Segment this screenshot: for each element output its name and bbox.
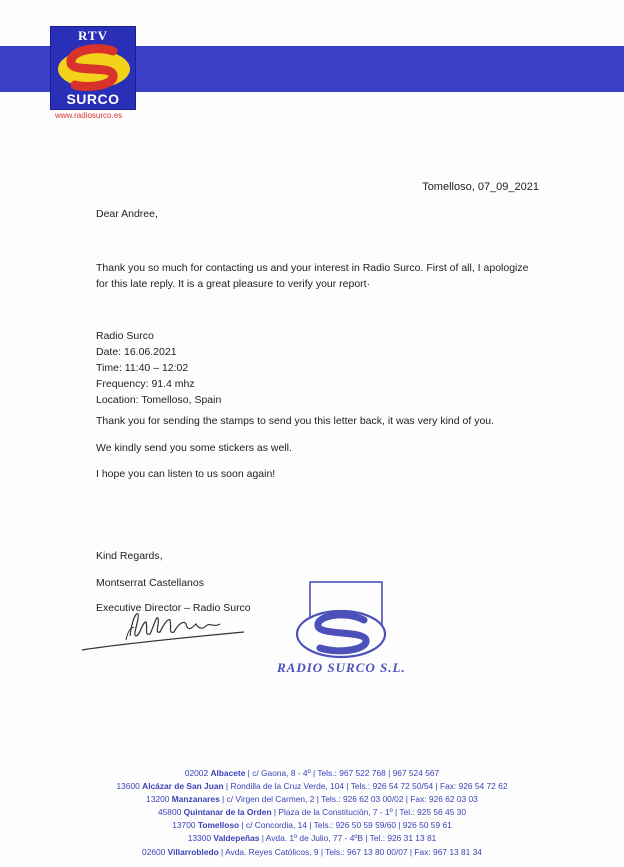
rtv-surco-logo <box>50 26 136 110</box>
office-postal: 13300 <box>187 833 211 844</box>
office-line <box>0 819 624 832</box>
report-station: Radio Surco <box>96 330 154 342</box>
office-city: Alcázar de San Juan <box>142 781 224 792</box>
office-postal: 02600 <box>142 846 166 857</box>
intro-paragraph <box>96 260 528 292</box>
stamp-label: RADIO SURCO S.L. <box>277 660 406 675</box>
office-details: | c/ Virgen del Carmen, 2 | Tels.: 926 62 03 00/02 | Fax: 926 62 03 03 <box>219 794 478 805</box>
hope-text: I hope you can listen to us soon again! <box>96 468 276 480</box>
office-line <box>0 846 624 859</box>
website-link[interactable]: www.radiosurco.es <box>55 111 123 120</box>
office-details: | c/ Gaona, 8 - 4º | Tels.: 967 522 768 | 967 524 567 <box>245 768 440 778</box>
office-details: | Rondilla de la Cruz Verde, 104 | Tels.: 926 54 72 50/54 | Fax: 926 54 72 62 <box>223 781 508 792</box>
office-city: Tomelloso <box>197 820 240 831</box>
stickers-text: We kindly send you some stickers as well. <box>96 442 292 454</box>
handwritten-signature <box>80 606 250 656</box>
office-city: Albacete <box>210 768 246 778</box>
office-details: | Avda. 1º de Julio, 77 - 4ºB | Tel.: 926 31 13 81 <box>259 833 437 844</box>
office-details: | c/ Concordia, 14 | Tels.: 926 50 59 59/60 | 926 50 59 61 <box>239 820 452 831</box>
office-postal: 13700 <box>172 820 196 831</box>
office-postal: 13600 <box>116 781 140 792</box>
office-city: Valdepeñas <box>213 833 260 844</box>
report-time: Time: 11:40 – 12:02 <box>96 362 189 374</box>
office-postal: 02002 <box>184 768 209 778</box>
greeting: Dear Andree, <box>96 208 158 220</box>
office-city: Quintanar de la Orden <box>183 807 272 818</box>
closing: Kind Regards, <box>96 550 163 562</box>
logo-swoosh-icon <box>55 43 133 93</box>
office-line <box>0 832 624 845</box>
office-line <box>0 780 624 793</box>
office-city: Manzanares <box>171 794 220 805</box>
office-line <box>0 806 624 819</box>
logo-surco-text: SURCO <box>66 91 120 107</box>
office-line <box>0 793 624 806</box>
office-details: | Avda. Reyes Católicos, 9 | Tels.: 967 13 80 00/07 | Fax: 967 13 81 34 <box>218 846 482 857</box>
logo-rtv-text: RTV <box>78 28 108 43</box>
footer-offices <box>0 767 624 859</box>
signer-title: Executive Director – Radio Surco <box>96 602 251 614</box>
letter-date: Tomelloso, 07_09_2021 <box>422 181 539 193</box>
thanks-stamps-text: Thank you for sending the stamps to send you this letter back, it was very kind of you. <box>96 415 495 427</box>
report-details <box>96 328 221 408</box>
office-postal: 45800 <box>157 807 182 818</box>
signer-name: Montserrat Castellanos <box>96 577 204 589</box>
intro-line-1: Thank you so much for contacting us and your interest in Radio Surco. First of all, I apologize <box>96 262 529 274</box>
office-postal: 13200 <box>146 794 170 805</box>
report-date: Date: 16.06.2021 <box>96 346 177 358</box>
report-location: Location: Tomelloso, Spain <box>96 394 222 406</box>
office-line <box>0 767 624 780</box>
office-details: | Plaza de la Constitución, 7 - 1º | Tel.: 925 56 45 30 <box>271 807 466 818</box>
intro-line-2: for this late reply. It is a great pleasure to verify your report· <box>96 278 371 290</box>
office-city: Villarrobledo <box>167 846 219 857</box>
report-frequency: Frequency: 91.4 mhz <box>96 378 195 390</box>
